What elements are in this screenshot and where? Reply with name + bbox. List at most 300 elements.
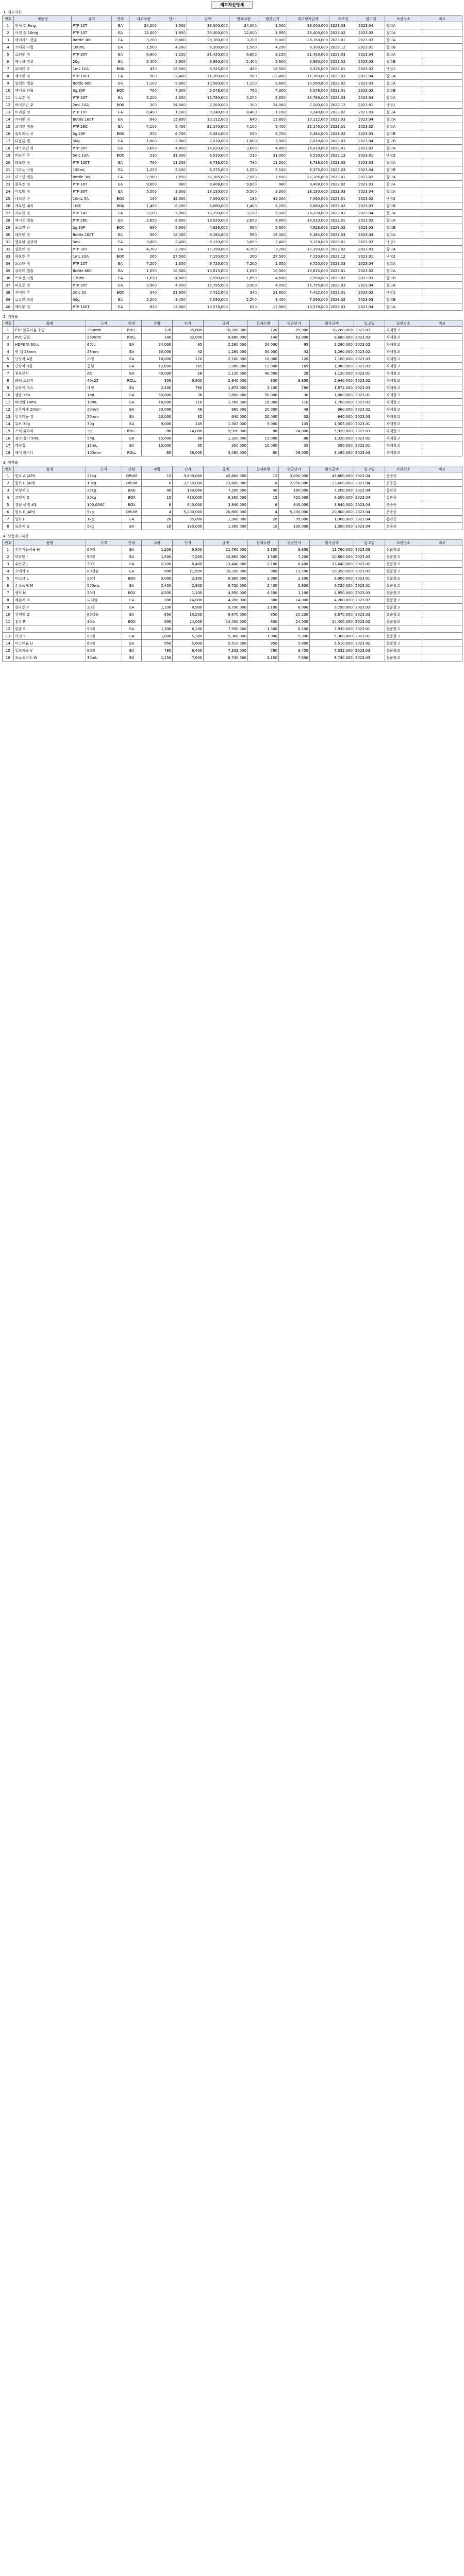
table-cell: 9,800	[279, 377, 310, 384]
table-cell: 15,000	[248, 435, 279, 442]
table-row	[3, 604, 462, 611]
table-cell	[422, 289, 462, 296]
table-cell: 6,800	[158, 217, 187, 224]
table-cell: EA	[122, 384, 142, 392]
table-cell: 2,100	[142, 561, 173, 568]
table-cell: 10,800,000	[204, 553, 248, 561]
table-cell: 리나졸 정	[14, 210, 72, 217]
table-cell: 2023.03	[357, 181, 385, 188]
table-cell: 3,900	[158, 138, 187, 145]
column-header: 단위	[122, 320, 142, 327]
table-cell: 1,305,000	[204, 420, 248, 428]
table-cell: 2023.03	[329, 231, 357, 239]
table-cell: 15,795,000	[187, 282, 229, 289]
table-cell: 18,500	[258, 65, 287, 73]
table-cell: 6,720,000	[310, 582, 354, 589]
table-cell: 3	[3, 487, 14, 494]
table-row	[3, 392, 462, 399]
table-cell	[422, 633, 462, 640]
table-cell: 120mL	[72, 275, 112, 282]
table-cell: 4,100	[129, 123, 158, 130]
table-cell: 18,000	[142, 355, 173, 363]
table-cell: 향료 F	[14, 516, 86, 523]
table-cell: 3,450	[158, 296, 187, 303]
table-cell: 20,800,000	[310, 509, 354, 516]
table-cell: BOX	[112, 65, 129, 73]
table-cell: 2,300	[279, 575, 310, 582]
table-cell: 2023.03	[357, 159, 385, 166]
table-cell: 5,600	[258, 224, 287, 231]
table-cell: 2,650	[158, 94, 187, 101]
column-header: 번호	[3, 466, 14, 472]
table-cell: 자재창고	[385, 341, 422, 348]
table-cell: 9,800	[173, 546, 204, 553]
table-cell: 로티엔 정	[14, 51, 72, 58]
table-cell: 30	[3, 231, 14, 239]
table-cell: 13,780,000	[287, 94, 329, 101]
table-cell: 5,100	[158, 166, 187, 174]
table-cell: 15,000	[142, 435, 173, 442]
table-cell: 8,800	[158, 37, 187, 44]
table-cell	[422, 296, 462, 303]
table-cell: 2023.02	[357, 37, 385, 44]
table-cell: 6,800	[129, 51, 158, 58]
table-cell: 2023.02	[357, 65, 385, 73]
table-cell: 2023.03	[357, 296, 385, 303]
table-cell: 10,578,000	[187, 303, 229, 311]
table-cell: 패치 라이너	[14, 449, 86, 456]
table-cell: 10,112,000	[287, 116, 329, 123]
table-cell: 2,280,000	[310, 341, 354, 348]
table-cell: 40	[3, 303, 14, 311]
table-cell: EA	[112, 22, 129, 29]
table-cell: BOX	[122, 618, 142, 625]
table-cell: 1mL 10A	[72, 253, 112, 260]
table-cell: 1,300,000	[310, 523, 354, 530]
table-cell: 멜로판 점안액	[14, 239, 72, 246]
table-row	[3, 575, 462, 582]
table-cell: 3,450	[258, 296, 287, 303]
table-cell: 원료 E (API)	[14, 509, 86, 516]
table-cell: 디클론 겔	[14, 138, 72, 145]
table-cell: 2023.02	[354, 399, 385, 406]
table-cell: 3,840,000	[310, 501, 354, 509]
table-cell: 3,800,000	[279, 472, 310, 480]
table-cell: 6,300,000	[187, 44, 229, 51]
table-cell: 22	[3, 174, 14, 181]
table-cell	[422, 435, 462, 442]
table-cell: 16,000	[248, 399, 279, 406]
table-cell: 5,920,000	[204, 428, 248, 435]
table-cell: 12,000	[248, 363, 279, 370]
table-cell: 브로신 시럽	[14, 275, 72, 282]
table-cell: 세라틴 정	[14, 73, 72, 80]
table-cell: 5,500	[229, 188, 258, 195]
table-cell: 밴드 N	[14, 589, 86, 597]
table-cell: 6,100	[173, 625, 204, 633]
table-row	[3, 73, 462, 80]
table-cell: 28	[279, 370, 310, 377]
table-cell: 10	[3, 87, 14, 94]
table-cell: 24,000	[158, 101, 187, 109]
table-cell: 플루겐 정	[14, 181, 72, 188]
table-cell: 42	[279, 348, 310, 355]
merchandise-table-body	[3, 546, 462, 662]
table-cell: 5,900	[158, 210, 187, 217]
table-cell: 16,400	[158, 231, 187, 239]
table-cell	[422, 618, 462, 625]
table-cell: 1,950	[258, 29, 287, 37]
table-cell: 39	[3, 296, 14, 303]
table-cell: 12	[248, 472, 279, 480]
table-cell: 4	[142, 509, 173, 516]
table-cell: 95	[279, 341, 310, 348]
table-cell: 14,400,000	[204, 618, 248, 625]
table-cell: 창고A	[385, 282, 422, 289]
table-cell: 23,400,000	[187, 29, 229, 37]
table-cell: 17	[3, 442, 14, 449]
table-cell: 로살린 크림	[14, 296, 72, 303]
table-cell: 2023.04	[357, 73, 385, 80]
table-cell: 7,600	[279, 654, 310, 662]
table-cell: 880	[129, 224, 158, 231]
table-cell: 2023.02	[354, 348, 385, 355]
table-cell: EA	[112, 51, 129, 58]
table-cell: 1,350	[258, 260, 287, 267]
table-cell: 상품창고	[385, 640, 422, 647]
table-cell: 코팅제 D	[14, 494, 86, 501]
table-row	[3, 231, 462, 239]
table-cell: 11,200	[258, 159, 287, 166]
supplies-table	[2, 320, 462, 456]
table-cell: 5,300	[173, 633, 204, 640]
table-cell	[422, 582, 462, 589]
table-cell	[422, 480, 462, 487]
column-header: 비고	[422, 540, 462, 546]
table-cell: 15,800	[158, 116, 187, 123]
table-cell: 21,420,000	[287, 51, 329, 58]
column-header: 평균단가	[279, 320, 310, 327]
column-header: 단가	[173, 320, 204, 327]
table-cell: 100,000C	[86, 501, 122, 509]
table-row	[3, 296, 462, 303]
table-cell: 4,500	[142, 589, 173, 597]
table-cell: 11,500	[173, 568, 204, 575]
table-cell: 체온계 O	[14, 597, 86, 604]
table-cell: 1,250	[229, 166, 258, 174]
table-cell: 자재창고	[385, 392, 422, 399]
table-cell	[422, 195, 462, 202]
table-cell: 1,760,000	[310, 399, 354, 406]
table-cell: EA	[122, 553, 142, 561]
table-cell: 2023.01	[329, 123, 357, 130]
table-cell	[422, 654, 462, 662]
table-row	[3, 174, 462, 181]
table-cell: Bottle 60C	[72, 80, 112, 87]
table-cell: 8,800	[258, 37, 287, 44]
table-cell: 11,160,000	[287, 73, 329, 80]
table-cell: 2023.03	[329, 166, 357, 174]
table-cell: 640	[229, 116, 258, 123]
table-cell: 20mm	[86, 406, 122, 413]
column-header: 평가금액	[310, 320, 354, 327]
table-cell: 34	[3, 260, 14, 267]
table-cell: 2	[3, 334, 14, 341]
table-cell: 10,350,000	[204, 568, 248, 575]
table-cell: BOX	[112, 289, 129, 296]
table-cell: 130,000	[279, 523, 310, 530]
table-cell: 13,440,000	[310, 561, 354, 568]
table-cell	[422, 428, 462, 435]
table-cell: 12,400	[158, 73, 187, 80]
table-cell: 창고A	[385, 267, 422, 275]
table-cell: 7,650	[158, 174, 187, 181]
table-cell: 2023.03	[354, 604, 385, 611]
table-cell: 라벨 스티커	[14, 377, 86, 384]
table-cell: 420,000	[279, 494, 310, 501]
table-cell: 아연 T	[14, 633, 86, 640]
column-header: 품명	[14, 320, 86, 327]
table-cell: 1,800	[229, 138, 258, 145]
table-cell	[422, 260, 462, 267]
table-cell: 냉장1	[385, 101, 422, 109]
table-cell: 10,112,000	[187, 116, 229, 123]
table-row	[3, 494, 462, 501]
table-cell: 창고A	[385, 260, 422, 267]
table-cell: 1,150	[248, 654, 279, 662]
table-cell: 4	[248, 509, 279, 516]
table-cell: 밀크씨슬 V	[14, 647, 86, 654]
table-cell: 7,590,000	[287, 296, 329, 303]
table-cell: 자재창고	[385, 384, 422, 392]
table-cell	[422, 239, 462, 246]
table-cell	[422, 589, 462, 597]
table-cell: 15	[3, 647, 14, 654]
table-cell: 16,400	[258, 231, 287, 239]
table-cell: 2023.03	[357, 202, 385, 210]
table-cell: 11,160,000	[187, 73, 229, 80]
table-cell: 10	[3, 611, 14, 618]
table-cell: 16,020,000	[287, 145, 329, 152]
table-cell: 62,000	[279, 334, 310, 341]
table-cell: 1	[3, 327, 14, 334]
table-cell: 20매	[86, 589, 122, 597]
table-cell: 3,900	[129, 282, 158, 289]
table-cell: PTP 100T	[72, 303, 112, 311]
table-cell: 1,900,000	[310, 516, 354, 523]
table-cell: 30g	[86, 420, 122, 428]
table-cell: EA	[122, 392, 142, 399]
table-row	[3, 561, 462, 568]
table-cell: EA	[122, 363, 142, 370]
table-cell: EA	[112, 166, 129, 174]
table-cell: 피로겐 정	[14, 282, 72, 289]
table-cell: 6,700	[158, 130, 187, 138]
table-row	[3, 341, 462, 348]
table-cell: 4,200	[158, 44, 187, 51]
table-cell: 2023.01	[329, 65, 357, 73]
table-cell: 23,600,000	[310, 480, 354, 487]
table-cell: 8	[142, 480, 173, 487]
in-transit-table-head	[3, 466, 462, 472]
table-cell: 10,200,000	[204, 327, 248, 334]
table-cell: 창고A	[385, 29, 422, 37]
column-header: 보관장소	[385, 16, 422, 22]
table-cell: EA	[112, 210, 129, 217]
table-cell: 운송중	[385, 509, 422, 516]
table-cell: 88	[173, 435, 204, 442]
table-cell: 2023.01	[357, 253, 385, 260]
table-cell: 1,500	[258, 22, 287, 29]
table-cell: 2023.03	[357, 109, 385, 116]
table-cell	[422, 166, 462, 174]
table-row	[3, 568, 462, 575]
table-cell: 자재창고	[385, 355, 422, 363]
table-cell: 손소독제 M	[14, 582, 86, 589]
table-cell: 40x25	[86, 377, 122, 384]
table-cell: 2023.02	[354, 435, 385, 442]
table-row	[3, 224, 462, 231]
table-cell: 36,000,000	[187, 22, 229, 29]
table-cell: 2023.03	[357, 224, 385, 231]
table-cell: 2023.03	[354, 654, 385, 662]
column-header: 평균단가	[279, 466, 310, 472]
table-cell	[422, 145, 462, 152]
table-cell: 2023.02	[357, 289, 385, 296]
table-cell: 1,760,000	[204, 399, 248, 406]
table-cell	[422, 363, 462, 370]
table-cell: 15	[3, 428, 14, 435]
table-cell: 상품창고	[385, 597, 422, 604]
table-cell: 18,000	[248, 355, 279, 363]
table-row	[3, 188, 462, 195]
table-cell: 2023.02	[354, 597, 385, 604]
table-cell: 3g 30P	[72, 87, 112, 94]
table-cell: PTP 30T	[72, 246, 112, 253]
table-cell: 900	[248, 568, 279, 575]
table-cell: 2,900	[129, 174, 158, 181]
table-cell: 창고A	[385, 303, 422, 311]
table-cell: 상품창고	[385, 633, 422, 640]
table-cell: 10,200,000	[310, 327, 354, 334]
table-cell	[422, 449, 462, 456]
table-cell: 5,200,000	[173, 509, 204, 516]
table-cell: 상품창고	[385, 561, 422, 568]
column-header: 보관장소	[385, 540, 422, 546]
table-cell: 1,000	[248, 633, 279, 640]
table-cell: Bottle 30C	[72, 174, 112, 181]
table-cell: 창고A	[385, 210, 422, 217]
table-row	[3, 625, 462, 633]
table-cell: 2023.03	[354, 546, 385, 553]
table-cell: 4,200	[258, 44, 287, 51]
table-cell: 11	[3, 399, 14, 406]
table-cell: 5,548,000	[187, 87, 229, 94]
table-cell: 자재창고	[385, 442, 422, 449]
table-cell: 12	[3, 101, 14, 109]
table-cell: 20,000	[248, 406, 279, 413]
table-row	[3, 51, 462, 58]
table-row	[3, 377, 462, 384]
table-cell: 18,500	[158, 65, 187, 73]
table-cell: 780	[279, 384, 310, 392]
table-cell: 레보틴 정	[14, 159, 72, 166]
table-cell: 창고B	[385, 44, 422, 51]
table-cell: 90정	[86, 625, 122, 633]
table-cell: 8,900	[173, 604, 204, 611]
table-cell: EA	[122, 582, 142, 589]
table-cell: 30mL	[86, 654, 122, 662]
table-cell: 900	[142, 568, 173, 575]
column-header: 평균단가	[258, 16, 287, 22]
table-cell	[422, 275, 462, 282]
table-cell: 4,200,000	[310, 597, 354, 604]
table-cell: 3,100	[129, 210, 158, 217]
table-cell: 상품창고	[385, 647, 422, 654]
table-cell: 2023.03	[354, 647, 385, 654]
table-cell	[422, 217, 462, 224]
table-cell: 냉장1	[385, 239, 422, 246]
table-cell: 5kg	[86, 509, 122, 516]
table-cell: EA	[112, 303, 129, 311]
table-cell: 점안 용기 5mL	[14, 435, 86, 442]
table-cell: 520	[229, 130, 258, 138]
table-cell: 3g	[86, 428, 122, 435]
table-cell: 28	[173, 370, 204, 377]
table-cell: 창고B	[385, 58, 422, 65]
table-row	[3, 589, 462, 597]
table-cell: 3,480,000	[310, 449, 354, 456]
table-cell: EA	[112, 181, 129, 188]
table-cell: 3,480,000	[204, 449, 248, 456]
table-cell: 2023.03	[354, 355, 385, 363]
column-header: 제품명	[14, 16, 72, 22]
table-cell: 상품창고	[385, 654, 422, 662]
table-cell: 2023.01	[329, 87, 357, 94]
table-cell: 36,000,000	[287, 22, 329, 29]
table-cell: 2,200	[129, 296, 158, 303]
table-cell: 자재창고	[385, 435, 422, 442]
table-cell: 780	[142, 647, 173, 654]
table-cell	[422, 80, 462, 87]
table-cell: 알레온 캡슐	[14, 80, 72, 87]
table-cell: 2023.01	[329, 217, 357, 224]
table-cell: EA	[112, 267, 129, 275]
table-row	[3, 202, 462, 210]
table-row	[3, 210, 462, 217]
table-row	[3, 195, 462, 202]
table-cell: 300	[129, 101, 158, 109]
table-cell: 13	[3, 413, 14, 420]
table-row	[3, 116, 462, 123]
table-row	[3, 29, 462, 37]
table-cell: 450	[229, 65, 258, 73]
table-cell: 자재창고	[385, 428, 422, 435]
column-header: 입고일	[357, 16, 385, 22]
table-cell: 2023.01	[354, 582, 385, 589]
table-cell: 8,680,000	[187, 202, 229, 210]
table-cell: 1,260,000	[310, 348, 354, 355]
table-cell: DRUM	[122, 509, 142, 516]
table-cell: 하모렌 주	[14, 253, 72, 260]
table-cell: 340	[129, 289, 158, 296]
table-cell: 2,650	[258, 94, 287, 101]
column-header: 단가	[173, 466, 204, 472]
table-cell	[422, 370, 462, 377]
table-cell: 2,950,000	[279, 480, 310, 487]
table-cell: 창고A	[385, 51, 422, 58]
table-cell: 2022.12	[329, 152, 357, 159]
